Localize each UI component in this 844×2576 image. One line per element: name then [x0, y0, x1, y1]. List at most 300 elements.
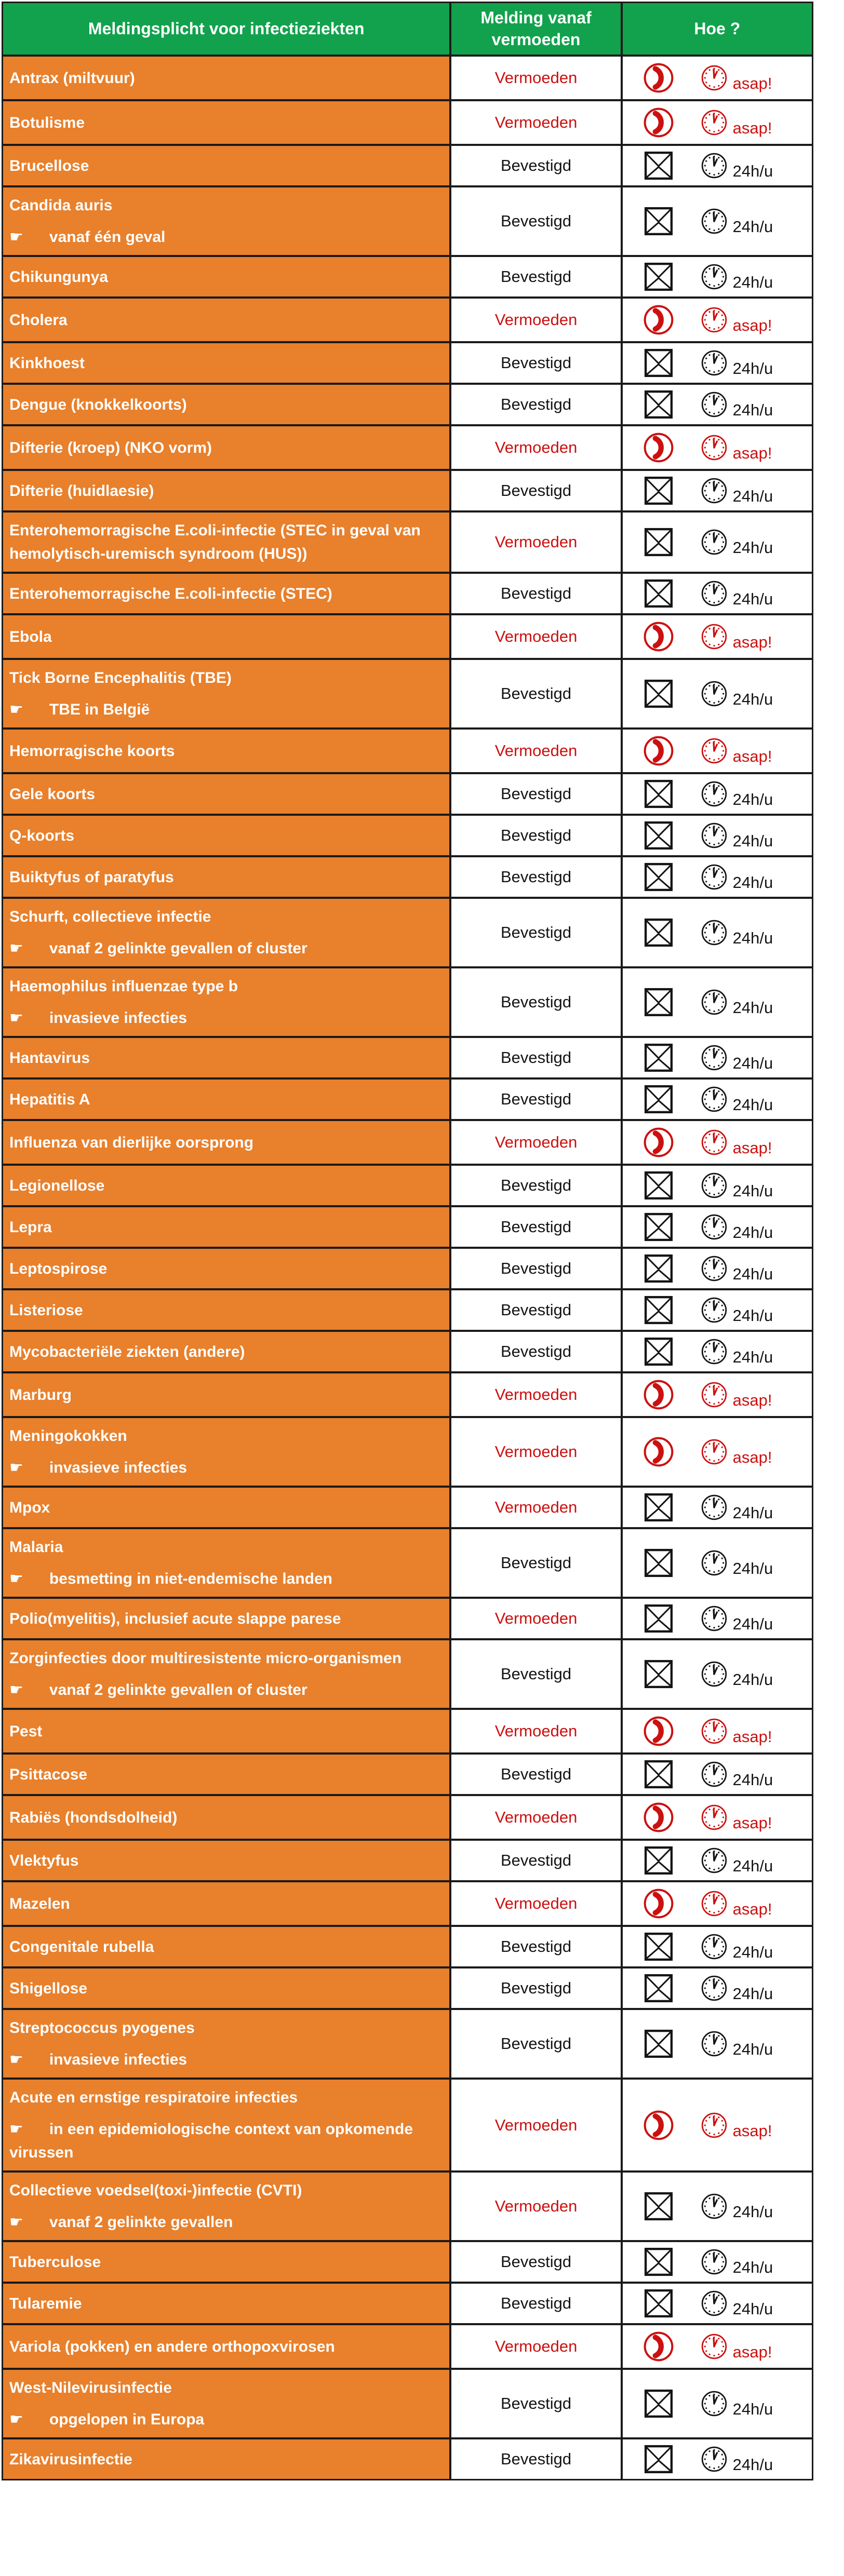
how-cell [623, 660, 812, 727]
how-cell [623, 385, 812, 424]
how-label: 24h/u [732, 832, 773, 851]
how-cell [623, 257, 812, 296]
clock-icon [701, 1975, 728, 2002]
status-label: Bevestigd [500, 826, 572, 845]
table-row [3, 1416, 812, 1486]
how-cell [623, 968, 812, 1036]
table-row [3, 1371, 812, 1416]
clock-icon [701, 1438, 728, 1465]
envelope-icon [641, 862, 676, 892]
table-row [3, 1247, 812, 1288]
clock-icon [701, 1213, 728, 1240]
status-label: Bevestigd [500, 1851, 572, 1870]
status-label: Vermoeden [494, 311, 578, 329]
clock-icon [701, 737, 728, 764]
report-from-cell [449, 426, 622, 469]
table-row [3, 855, 812, 897]
disease-cell [3, 1755, 449, 1794]
phone-icon [641, 2109, 676, 2141]
how-cell [623, 816, 812, 855]
status-label: Vermoeden [494, 1442, 578, 1461]
table-row [3, 2323, 812, 2368]
disease-name: Difterie (kroep) (NKO vorm) [9, 439, 212, 456]
how-label: 24h/u [732, 873, 773, 892]
disease-cell [3, 1207, 449, 1247]
how-label: asap! [732, 1391, 772, 1410]
how-label: 24h/u [732, 999, 773, 1017]
pointing-hand-icon: ☛ [9, 939, 23, 958]
status-label: Bevestigd [500, 212, 572, 231]
disease-name: Tick Borne Encephalitis (TBE) [9, 669, 232, 687]
how-cell [623, 1207, 812, 1247]
status-label: Vermoeden [494, 2197, 578, 2216]
how-label: asap! [732, 633, 772, 652]
how-label: 24h/u [732, 1265, 773, 1284]
clock-icon [701, 434, 728, 461]
how-cell [623, 899, 812, 966]
report-from-cell [449, 57, 622, 99]
report-from-cell [449, 1488, 622, 1527]
report-from-cell [449, 2284, 622, 2323]
table-row [3, 510, 812, 572]
table-row [3, 1597, 812, 1638]
table-row [3, 966, 812, 1036]
status-label: Bevestigd [500, 1048, 572, 1067]
envelope-icon [641, 988, 676, 1017]
clock-icon [701, 580, 728, 607]
pointing-hand-icon: ☛ [9, 2213, 23, 2232]
table-row [3, 897, 812, 966]
table-row [3, 2368, 812, 2437]
report-from-cell [449, 1599, 622, 1638]
how-cell [623, 1968, 812, 2008]
disease-cell [3, 1373, 449, 1416]
table-row [3, 1839, 812, 1880]
report-from-cell [449, 1882, 622, 1925]
envelope-icon [641, 1337, 676, 1366]
report-from-cell [449, 471, 622, 510]
how-label: asap! [732, 2121, 772, 2140]
clock-icon [701, 208, 728, 235]
table-row [3, 1330, 812, 1371]
envelope-icon [641, 1760, 676, 1789]
how-cell [623, 1332, 812, 1371]
status-label: Vermoeden [494, 113, 578, 132]
disease-name: Botulisme [9, 114, 85, 131]
clock-icon [701, 1297, 728, 1324]
how-cell [623, 1488, 812, 1527]
disease-condition-text: TBE in België [49, 701, 150, 719]
disease-cell [3, 1710, 449, 1752]
report-from-cell [449, 1927, 622, 1966]
how-label: 24h/u [732, 1943, 773, 1962]
disease-name: Legionellose [9, 1177, 105, 1194]
disease-name: Dengue (knokkelkoorts) [9, 396, 187, 413]
pointing-hand-icon: ☛ [9, 2051, 23, 2069]
clock-icon [701, 1129, 728, 1156]
disease-name: Shigellose [9, 1979, 88, 1997]
how-label: 24h/u [732, 1771, 773, 1789]
disease-condition-line [9, 698, 442, 721]
how-cell [623, 1373, 812, 1416]
clock-icon [701, 1494, 728, 1521]
disease-name: Meningokokken [9, 1427, 127, 1445]
status-label: Bevestigd [500, 1259, 572, 1278]
how-cell [623, 774, 812, 814]
disease-cell [3, 343, 449, 383]
report-from-cell [449, 1968, 622, 2008]
status-label: Vermoeden [494, 69, 578, 87]
disease-condition-line [9, 2118, 442, 2164]
clock-icon [701, 1044, 728, 1071]
status-label: Bevestigd [500, 2294, 572, 2313]
table-header-row [3, 3, 812, 55]
header-report-from: Melding vanaf vermoeden [449, 3, 622, 55]
clock-icon [701, 1549, 728, 1576]
clock-icon [701, 1890, 728, 1917]
report-from-cell [449, 146, 622, 185]
how-label: 24h/u [732, 2400, 773, 2419]
status-label: Bevestigd [500, 1218, 572, 1236]
disease-cell [3, 1882, 449, 1925]
disease-name: Antrax (miltvuur) [9, 69, 135, 87]
how-cell [623, 1796, 812, 1839]
how-cell [623, 2173, 812, 2240]
status-label: Bevestigd [500, 156, 572, 175]
clock-icon [701, 1381, 728, 1408]
disease-condition-text: invasieve infecties [49, 2051, 187, 2069]
disease-cell [3, 1841, 449, 1880]
disease-cell [3, 2370, 449, 2437]
pointing-hand-icon: ☛ [9, 1570, 23, 1588]
table-row [3, 1638, 812, 1708]
report-from-cell [449, 1121, 622, 1164]
table-row [3, 1880, 812, 1925]
status-label: Bevestigd [500, 2394, 572, 2413]
disease-name: Leptospirose [9, 1260, 108, 1277]
report-from-cell [449, 343, 622, 383]
disease-cell [3, 574, 449, 613]
clock-icon [701, 109, 728, 136]
clock-icon [701, 1255, 728, 1282]
how-cell [623, 1599, 812, 1638]
status-label: Bevestigd [500, 267, 572, 286]
pointing-hand-icon: ☛ [9, 1009, 23, 1028]
status-label: Vermoeden [494, 438, 578, 457]
disease-name: Hantavirus [9, 1049, 90, 1067]
envelope-icon [641, 1846, 676, 1875]
disease-cell [3, 257, 449, 296]
envelope-icon [641, 1493, 676, 1522]
header-diseases: Meldingsplicht voor infectieziekten [3, 3, 449, 55]
report-from-cell [449, 899, 622, 966]
table-row [3, 572, 812, 613]
table-row [3, 1925, 812, 1966]
report-from-cell [449, 968, 622, 1036]
disease-name: Lepra [9, 1218, 52, 1236]
envelope-icon [641, 1548, 676, 1577]
clock-icon [701, 529, 728, 556]
phone-icon [641, 735, 676, 767]
disease-condition-line [9, 1006, 442, 1030]
status-label: Vermoeden [494, 1722, 578, 1741]
table-row [3, 1205, 812, 1247]
status-label: Vermoeden [494, 2337, 578, 2356]
envelope-icon [641, 2289, 676, 2318]
clock-icon [701, 1172, 728, 1199]
report-from-cell [449, 1332, 622, 1371]
how-label: asap! [732, 1448, 772, 1467]
report-from-cell [449, 574, 622, 613]
disease-cell [3, 660, 449, 727]
how-cell [623, 1290, 812, 1330]
status-label: Bevestigd [500, 395, 572, 414]
report-from-cell [449, 2439, 622, 2479]
infectious-disease-notification-table [2, 2, 813, 2480]
disease-name: Tularemie [9, 2295, 82, 2312]
disease-cell [3, 1927, 449, 1966]
disease-name: Enterohemorragische E.coli-infectie (STEC) [9, 585, 332, 602]
disease-condition-text: besmetting in niet-endemische landen [49, 1570, 333, 1588]
disease-condition-line [9, 1456, 442, 1479]
phone-icon [641, 431, 676, 464]
disease-cell [3, 2439, 449, 2479]
clock-icon [701, 306, 728, 333]
pointing-hand-icon: ☛ [9, 2120, 23, 2139]
disease-cell [3, 2242, 449, 2282]
report-from-cell [449, 2080, 622, 2170]
disease-cell [3, 816, 449, 855]
report-from-cell [449, 2010, 622, 2078]
report-from-cell [449, 1710, 622, 1752]
pointing-hand-icon: ☛ [9, 2410, 23, 2429]
table-row [3, 1752, 812, 1794]
disease-name: Brucellose [9, 157, 89, 174]
phone-icon [641, 1715, 676, 1747]
status-label: Vermoeden [494, 2115, 578, 2134]
disease-name: Ebola [9, 628, 52, 645]
status-label: Vermoeden [494, 1498, 578, 1517]
disease-cell [3, 1121, 449, 1164]
table-row [3, 1164, 812, 1205]
how-label: asap! [732, 316, 772, 335]
disease-name: Hemorragische koorts [9, 742, 175, 760]
disease-cell [3, 57, 449, 99]
status-label: Bevestigd [500, 684, 572, 703]
disease-name: Influenza van dierlijke oorsprong [9, 1134, 254, 1151]
status-label: Bevestigd [500, 1665, 572, 1683]
how-cell [623, 1529, 812, 1597]
how-label: 24h/u [732, 2203, 773, 2221]
envelope-icon [641, 1254, 676, 1283]
report-from-cell [449, 1841, 622, 1880]
table-row [3, 1527, 812, 1597]
how-cell [623, 730, 812, 772]
how-cell [623, 187, 812, 255]
envelope-icon [641, 2029, 676, 2058]
how-cell [623, 1841, 812, 1880]
disease-name: Congenitale rubella [9, 1938, 154, 1955]
disease-cell [3, 1249, 449, 1288]
how-cell [623, 101, 812, 144]
report-from-cell [449, 816, 622, 855]
disease-cell [3, 1968, 449, 2008]
phone-icon [641, 1436, 676, 1468]
disease-cell [3, 101, 449, 144]
how-cell [623, 2010, 812, 2078]
how-label: asap! [732, 1728, 772, 1746]
disease-cell [3, 1529, 449, 1597]
phone-icon [641, 62, 676, 94]
disease-cell [3, 2173, 449, 2240]
status-label: Bevestigd [500, 584, 572, 603]
envelope-icon [641, 821, 676, 850]
status-label: Bevestigd [500, 785, 572, 803]
report-from-cell [449, 385, 622, 424]
how-label: 24h/u [732, 590, 773, 609]
how-label: 24h/u [732, 2040, 773, 2059]
disease-condition-line [9, 2210, 442, 2234]
disease-cell [3, 1796, 449, 1839]
table-row [3, 144, 812, 185]
pointing-hand-icon: ☛ [9, 1459, 23, 1477]
report-from-cell [449, 1038, 622, 1077]
clock-icon [701, 680, 728, 707]
clock-icon [701, 1933, 728, 1960]
status-label: Vermoeden [494, 1808, 578, 1827]
disease-name: Candida auris [9, 197, 113, 214]
disease-cell [3, 774, 449, 814]
disease-cell [3, 1599, 449, 1638]
how-label: 24h/u [732, 1985, 773, 2003]
clock-icon [701, 152, 728, 179]
how-cell [623, 299, 812, 341]
how-label: 24h/u [732, 1223, 773, 1242]
envelope-icon [641, 262, 676, 291]
envelope-icon [641, 207, 676, 236]
disease-name: West-Nilevirusinfectie [9, 2379, 172, 2397]
report-from-cell [449, 1290, 622, 1330]
table-row [3, 383, 812, 424]
envelope-icon [641, 579, 676, 608]
disease-name: Gele koorts [9, 785, 96, 803]
how-cell [623, 2242, 812, 2282]
envelope-icon [641, 1171, 676, 1200]
disease-name: Rabiës (hondsdolheid) [9, 1809, 178, 1826]
how-cell [623, 1121, 812, 1164]
report-from-cell [449, 2370, 622, 2437]
how-cell [623, 1640, 812, 1708]
how-label: 24h/u [732, 1348, 773, 1367]
disease-condition-line [9, 937, 442, 960]
disease-cell [3, 1080, 449, 1119]
envelope-icon [641, 151, 676, 180]
how-label: 24h/u [732, 359, 773, 378]
clock-icon [701, 2248, 728, 2275]
disease-condition-text: vanaf 2 gelinkte gevallen [49, 2214, 233, 2231]
how-cell [623, 615, 812, 658]
envelope-icon [641, 390, 676, 419]
clock-icon [701, 1847, 728, 1874]
how-cell [623, 1927, 812, 1966]
report-from-cell [449, 257, 622, 296]
disease-condition-text: in een epidemiologische context van opkomende virussen [9, 2121, 413, 2162]
disease-cell [3, 426, 449, 469]
status-label: Bevestigd [500, 1554, 572, 1572]
disease-name: Haemophilus influenzae type b [9, 978, 238, 995]
envelope-icon [641, 679, 676, 708]
envelope-icon [641, 476, 676, 505]
clock-icon [701, 2112, 728, 2139]
disease-cell [3, 2325, 449, 2368]
envelope-icon [641, 528, 676, 557]
how-cell [623, 57, 812, 99]
status-label: Bevestigd [500, 993, 572, 1011]
disease-cell [3, 146, 449, 185]
report-from-cell [449, 2173, 622, 2240]
report-from-cell [449, 512, 622, 572]
table-row [3, 658, 812, 727]
disease-cell [3, 1488, 449, 1527]
disease-cell [3, 1038, 449, 1077]
disease-condition-line [9, 1678, 442, 1702]
disease-name: Hepatitis A [9, 1090, 90, 1108]
clock-icon [701, 1338, 728, 1365]
table-body [3, 55, 812, 2479]
how-cell [623, 426, 812, 469]
how-label: 24h/u [732, 1306, 773, 1325]
phone-icon [641, 2330, 676, 2363]
table-row [3, 296, 812, 341]
disease-cell [3, 1332, 449, 1371]
report-from-cell [449, 1166, 622, 1205]
report-from-cell [449, 299, 622, 341]
report-from-cell [449, 1796, 622, 1839]
report-from-cell [449, 1373, 622, 1416]
table-row [3, 185, 812, 255]
report-from-cell [449, 774, 622, 814]
clock-icon [701, 2390, 728, 2417]
how-label: 24h/u [732, 1096, 773, 1114]
phone-icon [641, 304, 676, 336]
how-cell [623, 1166, 812, 1205]
report-from-cell [449, 2242, 622, 2282]
clock-icon [701, 623, 728, 650]
clock-icon [701, 1718, 728, 1745]
table-row [3, 2170, 812, 2240]
how-label: 24h/u [732, 538, 773, 557]
how-label: asap! [732, 747, 772, 766]
clock-icon [701, 64, 728, 91]
clock-icon [701, 1761, 728, 1788]
how-label: asap! [732, 119, 772, 138]
report-from-cell [449, 730, 622, 772]
disease-name: Vlektyfus [9, 1852, 79, 1869]
how-cell [623, 2080, 812, 2170]
how-cell [623, 2284, 812, 2323]
how-cell [623, 146, 812, 185]
how-cell [623, 2439, 812, 2479]
how-cell [623, 2325, 812, 2368]
report-from-cell [449, 1207, 622, 1247]
table-row [3, 814, 812, 855]
how-cell [623, 1882, 812, 1925]
status-label: Bevestigd [500, 1937, 572, 1956]
report-from-cell [449, 1529, 622, 1597]
status-label: Bevestigd [500, 1090, 572, 1109]
envelope-icon [641, 1974, 676, 2003]
phone-icon [641, 621, 676, 653]
